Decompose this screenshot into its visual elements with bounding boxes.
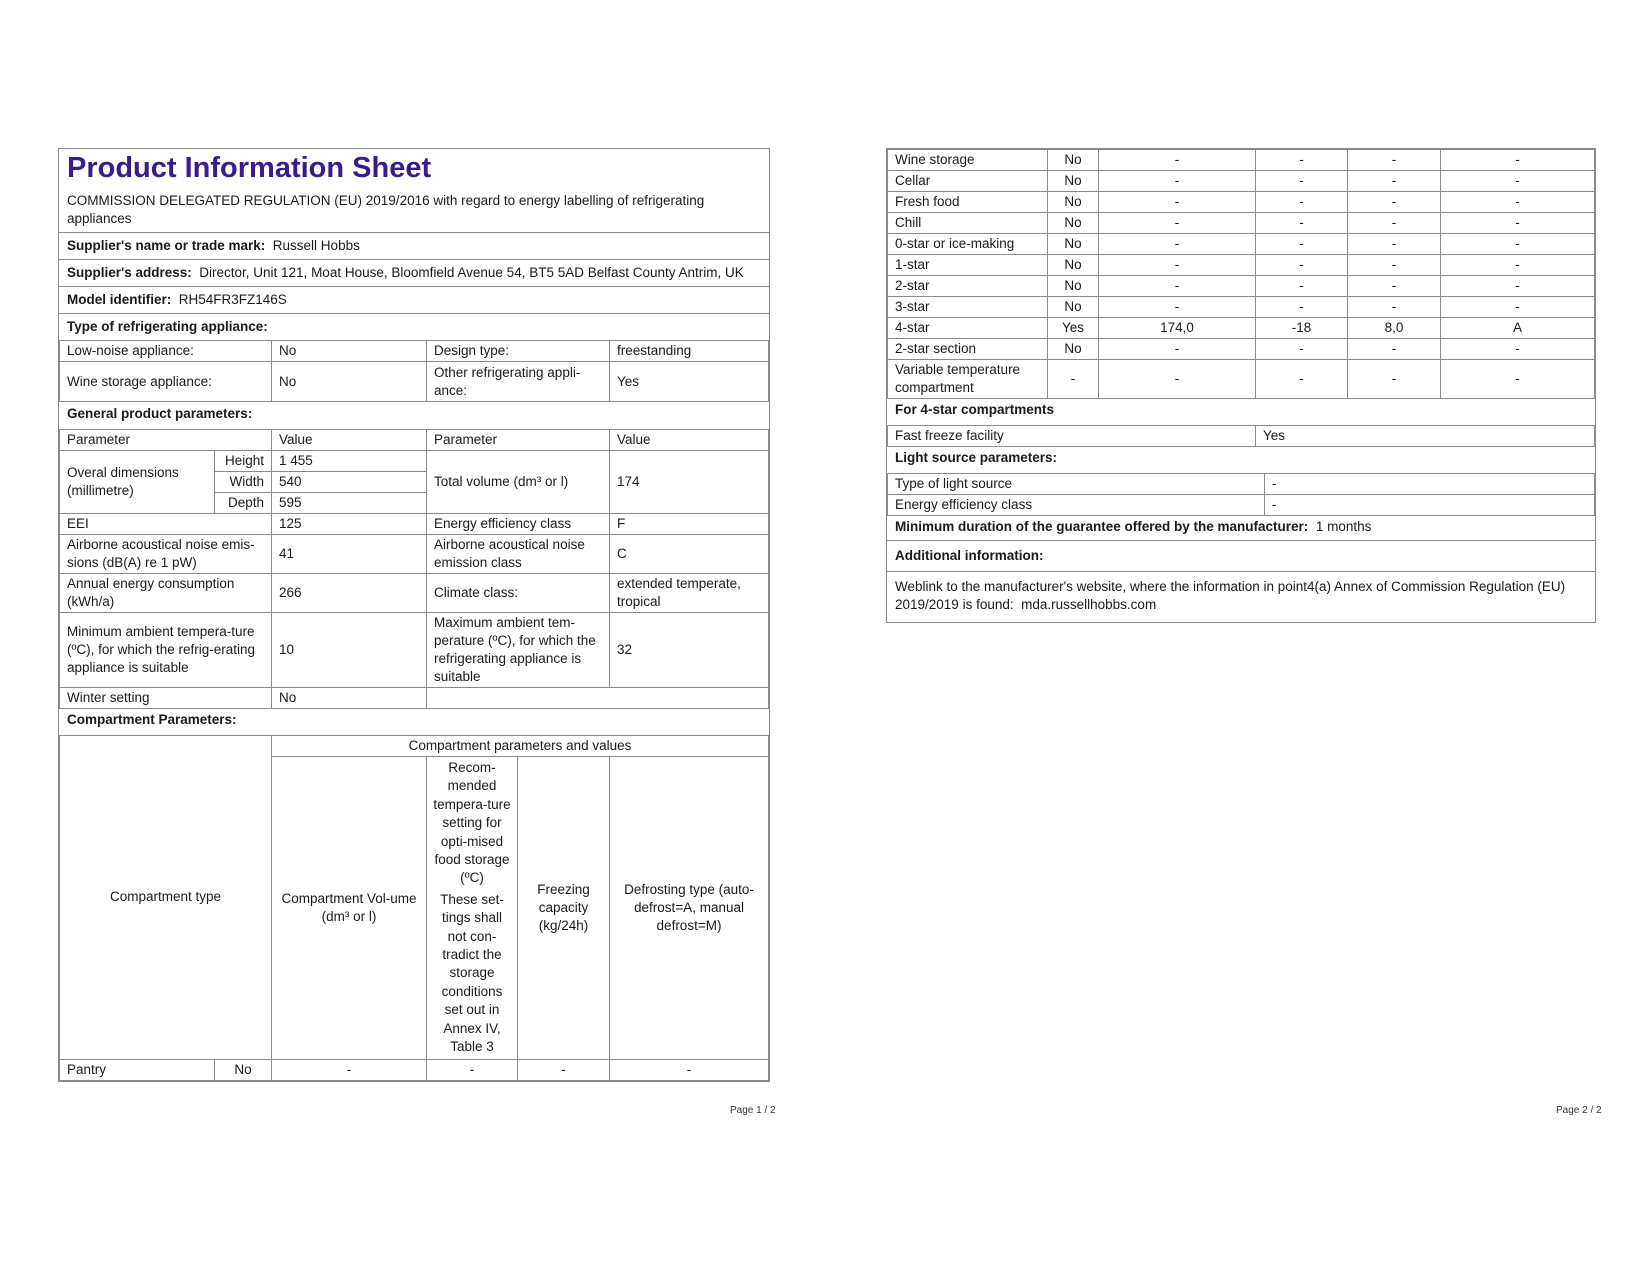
total-volume-value: 174 (610, 451, 769, 514)
height-value: 1 455 (272, 451, 427, 472)
light-type-value: - (1265, 474, 1595, 495)
compartment-present: Yes (1048, 318, 1099, 339)
compartment-freezing: 8,0 (1348, 318, 1441, 339)
model-row (59, 286, 769, 313)
light-class-label: Energy efficiency class (888, 495, 1265, 516)
table-row (60, 1059, 769, 1080)
compartment-table (887, 149, 1595, 399)
compartment-defrost: - (1441, 234, 1595, 255)
depth-label: Depth (215, 493, 272, 514)
compartment-volume: - (1099, 297, 1256, 318)
low-noise-label: Low-noise appliance: (60, 341, 272, 362)
product-info-box (58, 148, 770, 1082)
compartment-present: No (1048, 192, 1099, 213)
compartment-freezing: - (1348, 276, 1441, 297)
compartment-name: 0-star or ice-making (888, 234, 1048, 255)
empty-cell (427, 688, 769, 709)
wine-storage-value: No (272, 362, 427, 402)
compartment-defrost: - (1441, 276, 1595, 297)
weblink-row (887, 571, 1595, 622)
model-identifier: RH54FR3FZ146S (178, 292, 287, 307)
width-label: Width (215, 472, 272, 493)
compartment-name: Wine storage (888, 150, 1048, 171)
supplier-name: Russell Hobbs (272, 238, 360, 253)
dimensions-label: Overal dimensions (millimetre) (60, 451, 215, 514)
compartment-volume: - (1099, 234, 1256, 255)
table-row (888, 171, 1595, 192)
compartment-temp: - (1256, 255, 1348, 276)
compartment-name: 2-star section (888, 339, 1048, 360)
general-heading: General product parameters: (67, 406, 253, 421)
depth-value: 595 (272, 493, 427, 514)
compartment-name: Chill (888, 213, 1048, 234)
col-value-2: Value (610, 430, 769, 451)
col-compartment-type: Compartment type (60, 736, 272, 1060)
weblink[interactable]: mda.russellhobbs.com (1021, 597, 1157, 612)
page-2 (886, 148, 1596, 623)
compartment-present: No (215, 1059, 272, 1080)
low-noise-value: No (272, 341, 427, 362)
four-star-heading: For 4-star compartments (895, 402, 1055, 417)
light-heading: Light source parameters: (895, 450, 1058, 465)
width-value: 540 (272, 472, 427, 493)
type-heading: Type of refrigerating appliance: (59, 313, 769, 340)
compartment-name: 3-star (888, 297, 1048, 318)
compartment-volume: - (1099, 339, 1256, 360)
col-recommended-temp (427, 757, 518, 1060)
appliance-type-table (59, 340, 769, 402)
supplier-name-row (59, 232, 769, 259)
col-freezing-capacity: Freezing capacity (kg/24h) (518, 757, 610, 1060)
compartment-present: No (1048, 213, 1099, 234)
wine-storage-label: Wine storage appliance: (60, 362, 272, 402)
eei-value: 125 (272, 514, 427, 535)
noise-class-value: C (610, 535, 769, 574)
col-value: Value (272, 430, 427, 451)
winter-setting-label: Winter setting (60, 688, 272, 709)
compartment-present: No (1048, 171, 1099, 192)
compartment-freezing: - (1348, 234, 1441, 255)
table-row (888, 339, 1595, 360)
compartment-present: No (1048, 339, 1099, 360)
max-temp-label: Maximum ambient tem-perature (ºC), for which the refrigerating appliance is suitable (427, 613, 610, 688)
eei-label: EEI (60, 514, 272, 535)
table-row (888, 360, 1595, 399)
height-label: Height (215, 451, 272, 472)
climate-class-value: extended temperate, tropical (610, 574, 769, 613)
compartment-volume: - (1099, 150, 1256, 171)
compartment-volume: - (1099, 192, 1256, 213)
four-star-table (887, 425, 1595, 447)
compartment-heading: Compartment Parameters: (67, 712, 237, 727)
noise-value: 41 (272, 535, 427, 574)
compartment-volume: - (272, 1059, 427, 1080)
supplier-name-label: Supplier's name or trade mark: (67, 238, 266, 253)
page-title: Product Information Sheet (67, 152, 432, 184)
compartment-present: No (1048, 255, 1099, 276)
design-type-value: freestanding (610, 341, 769, 362)
eec-value: F (610, 514, 769, 535)
compartment-temp: - (427, 1059, 518, 1080)
min-temp-value: 10 (272, 613, 427, 688)
supplier-address-label: Supplier's address: (67, 265, 192, 280)
compartment-volume: - (1099, 360, 1256, 399)
supplier-address-row (59, 259, 769, 286)
compartment-group-header: Compartment parameters and values (272, 736, 769, 757)
eec-label: Energy efficiency class (427, 514, 610, 535)
table-row (888, 150, 1595, 171)
compartment-temp: - (1256, 213, 1348, 234)
weblink-text: Weblink to the manufacturer's website, where the information in point4(a) Annex of Commission Regulation (EU) 2019/2019 is found: (895, 579, 1566, 612)
compartment-freezing: - (1348, 192, 1441, 213)
compartment-freezing: - (1348, 213, 1441, 234)
table-row (888, 213, 1595, 234)
guarantee-value: 1 months (1315, 519, 1372, 534)
compartment-defrost: - (1441, 339, 1595, 360)
compartment-freezing: - (1348, 255, 1441, 276)
compartment-freezing: - (1348, 171, 1441, 192)
table-row (888, 234, 1595, 255)
compartment-volume: - (1099, 171, 1256, 192)
fast-freeze-label: Fast freeze facility (888, 426, 1256, 447)
compartment-defrost: - (1441, 360, 1595, 399)
page-number-1: Page 1 / 2 (730, 1105, 776, 1116)
compartment-temp: -18 (1256, 318, 1348, 339)
compartment-present: No (1048, 297, 1099, 318)
guarantee-label: Minimum duration of the guarantee offered by the manufacturer: (895, 519, 1309, 534)
compartment-volume: 174,0 (1099, 318, 1256, 339)
annual-energy-value: 266 (272, 574, 427, 613)
fast-freeze-value: Yes (1256, 426, 1595, 447)
compartment-freezing: - (1348, 297, 1441, 318)
table-row (888, 276, 1595, 297)
climate-class-label: Climate class: (427, 574, 610, 613)
annual-energy-label: Annual energy consumption (kWh/a) (60, 574, 272, 613)
compartment-defrost: - (1441, 150, 1595, 171)
col-compartment-volume: Compartment Vol-ume (dm³ or l) (272, 757, 427, 1060)
compartment-name: 1-star (888, 255, 1048, 276)
compartment-temp: - (1256, 276, 1348, 297)
compartment-temp: - (1256, 192, 1348, 213)
recommended-temp-text: Recom-mended tempera-ture setting for opti-mised food storage (ºC) (433, 760, 511, 886)
other-appliance-label: Other refrigerating appli-ance: (427, 362, 610, 402)
col-parameter: Parameter (60, 430, 272, 451)
compartment-defrost: - (1441, 192, 1595, 213)
compartment-temp: - (1256, 297, 1348, 318)
compartment-name: Variable temperature compartment (888, 360, 1048, 399)
compartment-name: Pantry (60, 1059, 215, 1080)
total-volume-label: Total volume (dm³ or l) (427, 451, 610, 514)
compartment-present: - (1048, 360, 1099, 399)
table-row (888, 297, 1595, 318)
compartment-header-table (59, 735, 769, 1081)
supplier-address: Director, Unit 121, Moat House, Bloomfield Avenue 54, BT5 5AD Belfast County Antrim, UK (199, 265, 744, 280)
table-row (888, 318, 1595, 339)
compartment-volume: - (1099, 255, 1256, 276)
min-temp-label: Minimum ambient tempera-ture (ºC), for which the refrig-erating appliance is suitable (60, 613, 272, 688)
design-type-label: Design type: (427, 341, 610, 362)
compartment-volume: - (1099, 276, 1256, 297)
regulation-text: COMMISSION DELEGATED REGULATION (EU) 2019/2016 with regard to energy labelling of refrigerating appliances (67, 193, 705, 226)
compartment-freezing: - (1348, 150, 1441, 171)
compartment-temp: - (1256, 234, 1348, 255)
col-defrosting-type: Defrosting type (auto-defrost=A, manual defrost=M) (610, 757, 769, 1060)
max-temp-value: 32 (610, 613, 769, 688)
compartment-name: 4-star (888, 318, 1048, 339)
compartment-present: No (1048, 276, 1099, 297)
light-type-label: Type of light source (888, 474, 1265, 495)
compartment-defrost: - (1441, 171, 1595, 192)
compartment-name: 2-star (888, 276, 1048, 297)
recommended-temp-note: These set-tings shall not con-tradict the storage conditions set out in Annex IV, Table 3 (440, 891, 504, 1055)
compartment-defrost: - (1441, 213, 1595, 234)
compartment-temp: - (1256, 339, 1348, 360)
compartment-name: Cellar (888, 171, 1048, 192)
page-number-2: Page 2 / 2 (1556, 1105, 1602, 1116)
general-params-table (59, 429, 769, 709)
compartment-defrost: - (610, 1059, 769, 1080)
compartment-temp: - (1256, 150, 1348, 171)
compartment-defrost: - (1441, 297, 1595, 318)
other-appliance-value: Yes (610, 362, 769, 402)
compartment-defrost: A (1441, 318, 1595, 339)
compartment-present: No (1048, 150, 1099, 171)
compartment-name: Fresh food (888, 192, 1048, 213)
table-row (888, 255, 1595, 276)
compartment-rows (888, 150, 1595, 399)
additional-heading: Additional information: (887, 540, 1595, 571)
compartment-freezing: - (1348, 360, 1441, 399)
light-class-value: - (1265, 495, 1595, 516)
col-parameter-2: Parameter (427, 430, 610, 451)
guarantee-row (887, 516, 1595, 540)
model-label: Model identifier: (67, 292, 172, 307)
page-1 (58, 148, 770, 1082)
compartment-temp: - (1256, 171, 1348, 192)
winter-setting-value: No (272, 688, 427, 709)
compartment-freezing: - (518, 1059, 610, 1080)
light-table (887, 473, 1595, 516)
compartment-volume: - (1099, 213, 1256, 234)
compartment-continued-box (886, 148, 1596, 623)
compartment-present: No (1048, 234, 1099, 255)
compartment-defrost: - (1441, 255, 1595, 276)
noise-label: Airborne acoustical noise emis-sions (dB(A) re 1 pW) (60, 535, 272, 574)
compartment-temp: - (1256, 360, 1348, 399)
table-row (888, 192, 1595, 213)
noise-class-label: Airborne acoustical noise emission class (427, 535, 610, 574)
compartment-freezing: - (1348, 339, 1441, 360)
